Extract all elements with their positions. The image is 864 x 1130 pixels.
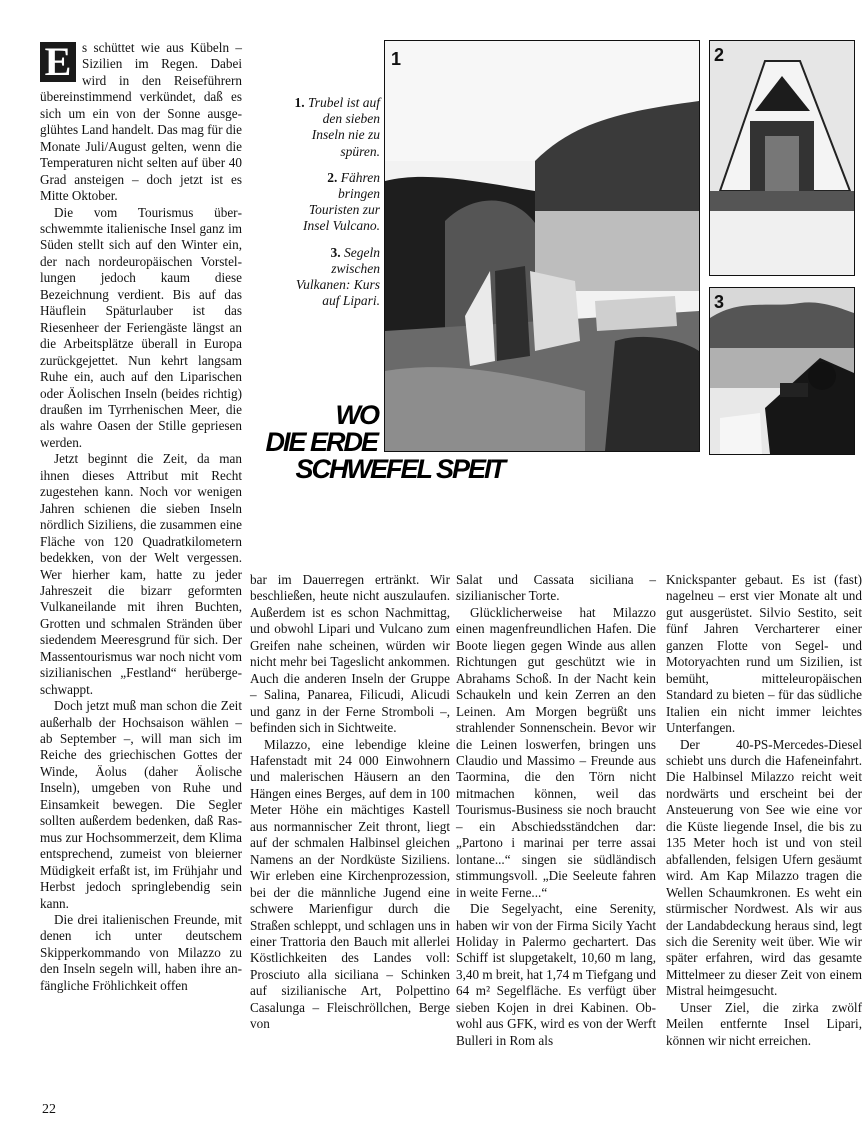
- caption-text: Trubel ist auf den sieben Inseln nie zu spüren.: [307, 95, 380, 159]
- paragraph: Knickspanter gebaut. Es ist (fast) nagelneu – erst vier Monate alt und gut ausgerüstet. Silvio Sestito, seit fünf Jahren Vercharterer einer ganzen Flotte von Segel- und Motoryachten rund um Sizilien, ist bemüht, mitteleuropäischen Standard zu bieten – für das südliche Italien ein nicht immer leichtes Unterfangen.: [666, 572, 862, 736]
- photo-ferry: [709, 40, 855, 276]
- photo-captions: [290, 95, 380, 319]
- headline-line-1: WO: [335, 400, 378, 430]
- drop-cap: E: [40, 42, 76, 82]
- paragraph-text: s schüttet wie aus Kübeln – Sizilien im Regen. Dabei wird in den Reiseführern übereinstimmend verkündet, daß es sich um ein von der Sonne ausgeglühtes Land handelt. Das mag für die Monate Juli/August gelten, wenn die Temperaturen nicht selten auf über 40 Grad ansteigen – doch jetzt ist es Mitte Oktober.: [40, 40, 242, 204]
- caption-2: [290, 170, 380, 235]
- page-number: 22: [42, 1102, 56, 1117]
- caption-text: Fähren bringen Touristen zur Insel Vulcano.: [303, 169, 380, 234]
- caption-1: [290, 95, 380, 160]
- paragraph: bar im Dauerregen ertränkt. Wir beschließen, heute nicht auszulaufen. Außerdem ist es schon Nachmittag, und obwohl Lipari und Vulcano zum Greifen nahe scheinen, würden wir nicht mehr bei Tageslicht ankommen. Auch die anderen Inseln der Gruppe – Salina, Panarea, Filicudi, Alicudi und ganz in der Ferne Stromboli –, befinden sich in Sichtweite.: [250, 572, 450, 736]
- paragraph: Der 40-PS-Mercedes-Diesel schiebt uns durch die Hafeneinfahrt. Die Halbinsel Milazzo reicht weit nordwärts und erscheint bei der Ansteuerung von See wie eine vor die Küste liegende Insel, die bis zu 135 Meter hoch ist und von steil abfallenden, felsigen Ufern gesäumt wird. Am Kap Milazzo tragen die Wellen Schaumkronen. Es weht ein stürmischer Nordwest. Als wir aus der Landabdeckung heraus sind, legt sich die Serenity weit über. Wie wir später erfahren, wird das gesamte Mittelmeer zu dieser Zeit von einem Mistral heimgesucht.: [666, 736, 862, 999]
- headline-line-2: DIE ERDE: [265, 427, 377, 457]
- paragraph: Jetzt beginnt die Zeit, da man ihnen dieses Attribut mit Recht zugestehen kann. Noch vor wenigen Jahren schienen die sieben Inseln nördlich Siziliens, die zusammen eine Fläche von 120 Quadratkilometern bedekken, von der Welt vergessen. Wer hierher kam, hatte zu jeder Jahreszeit die bizarr geformten Vulkaneilande mit ihren Buchten, Grotten und schmalen Stränden über siedendem Meeresgrund für sich. Der Massentourismus war noch nicht vom sizilianischen „Festland“ herübergeschwappt.: [40, 451, 242, 697]
- article-headline: [264, 402, 524, 483]
- paragraph: [40, 40, 242, 205]
- photo-number-3: 3: [714, 292, 725, 312]
- caption-3: [290, 245, 380, 310]
- headline-line-3: SCHWEFEL SPEIT: [295, 454, 504, 484]
- coast-landscape-photo-icon: [385, 41, 699, 451]
- photo-number-2: 2: [714, 45, 725, 65]
- paragraph: Die vom Tourismus überschwemmte italienische Insel ganz im Süden stellt sich auf den Winter ein, der nach nordeuropäischen Vorstellungen jedoch kaum diese Bezeichnung verdient. Bis auf das Häuflein Späturlauber ist das Riesenheer der Feriengäste längst an die Arbeitsplätze überall in Europa zurückgejettet. Nun kehrt langsam Ruhe ein, auch auf den Liparischen oder Äolischen Inseln (beides richtig) draußen im Tyrrhenischen Meer, die als wahre Oasen der Stille gepriesen werden.: [40, 204, 242, 450]
- caption-number: 3.: [330, 244, 341, 260]
- paragraph: Die Segelyacht, eine Serenity, haben wir von der Firma Sicily Yacht Holiday in Palermo gechartert. Das Schiff ist slupgetakelt, 10,60 m lang, 3,40 m breit, hat 1,74 m Tiefgang und 64 m² Segelfläche. Es verfügt über sieben Kojen in drei Kabinen. Obwohl aus GFK, wird es von der Werft Bulleri in Rom als: [456, 901, 657, 1048]
- article-column-3: [456, 572, 656, 1049]
- paragraph: Doch jetzt muß man schon die Zeit außerhalb der Hochsaison wählen – ab September –, will man sich im Reiche des griechischen Gottes der Winde, Äolus (daher Äolische Inseln), umgeben von Ruhe und Einsamkeit bewegen. Die Segler sollten außerdem bedenken, daß Rasmus zur Hochsommerzeit, dem Klima entsprechend, zumeist von bleierner Müdigkeit erfaßt ist, im Frühjahr und Herbst jedoch springlebendig sein kann.: [40, 698, 242, 911]
- caption-text: Segeln zwischen Vulkanen: Kurs auf Lipari.: [295, 244, 380, 309]
- article-column-4: [666, 572, 862, 1049]
- paragraph: Glücklicherweise hat Milazzo einen magenfreundlichen Hafen. Die Boote liegen gegen Winde aus allen Richtungen gut geschützt wie in Abrahams Schoß. In der Nacht kein Schaukeln und kein Zerren an den Leinen. Am Morgen begrüßt uns strahlender Sonnenschein. Bevor wir die Leinen loswerfen, bringen uns Claudio und Massimo – Freunde aus Taormina, die den Törn nicht mitmachen können, weil das Tourismus-Business sie noch braucht – ein Abschiedsständchen dar: „Partono i marinai per terre assai lontane...“ singen sie südländisch stimmungsvoll. „Die Seeleute fahren in weite Ferne...“: [456, 604, 656, 900]
- caption-number: 2.: [327, 169, 338, 185]
- photo-coast-landscape: [384, 40, 700, 452]
- photo-number-1: 1: [391, 49, 402, 69]
- article-column-1: [40, 40, 242, 994]
- sailor-photo-icon: [710, 288, 854, 454]
- photo-sailor: [709, 287, 855, 455]
- article-column-2: [250, 572, 450, 1033]
- paragraph: Die drei italienischen Freunde, mit denen ich unter deutschem Skipperkommando von Milazzo zu den Inseln segeln will, haben ihre anfängliche Fröhlichkeit offen: [40, 912, 242, 993]
- paragraph: Salat und Cassata siciliana – sizilianischer Torte.: [456, 572, 656, 604]
- ferry-bow-photo-icon: [710, 41, 854, 275]
- paragraph: Milazzo, eine lebendige kleine Hafenstadt mit 24 000 Einwohnern und malerischen Häusern an den Hängen eines Berges, auf dem in 100 Meter Höhe ein mächtiges Kastell aus normannischer Zeit thront, liegt auf der schmalen Halbinsel gleichen Namens an der Nordküste Siziliens. Wir erleben eine Kirchenprozession, bei der die männliche Jugend eine schwere Marienfigur durch die Straßen schleppt, und schlagen uns in einer Trattoria den Bauch mit allerlei Köstlichkeiten des Landes voll: Prosciuto alla siciliana – Schinken auf sizilianische Art, Polpettino Casalunga – Fleischröllchen, Berge von: [250, 736, 450, 1032]
- paragraph: Unser Ziel, die zirka zwölf Meilen entfernte Insel Lipari, können wir nicht erreichen.: [666, 999, 862, 1048]
- caption-number: 1.: [294, 95, 305, 110]
